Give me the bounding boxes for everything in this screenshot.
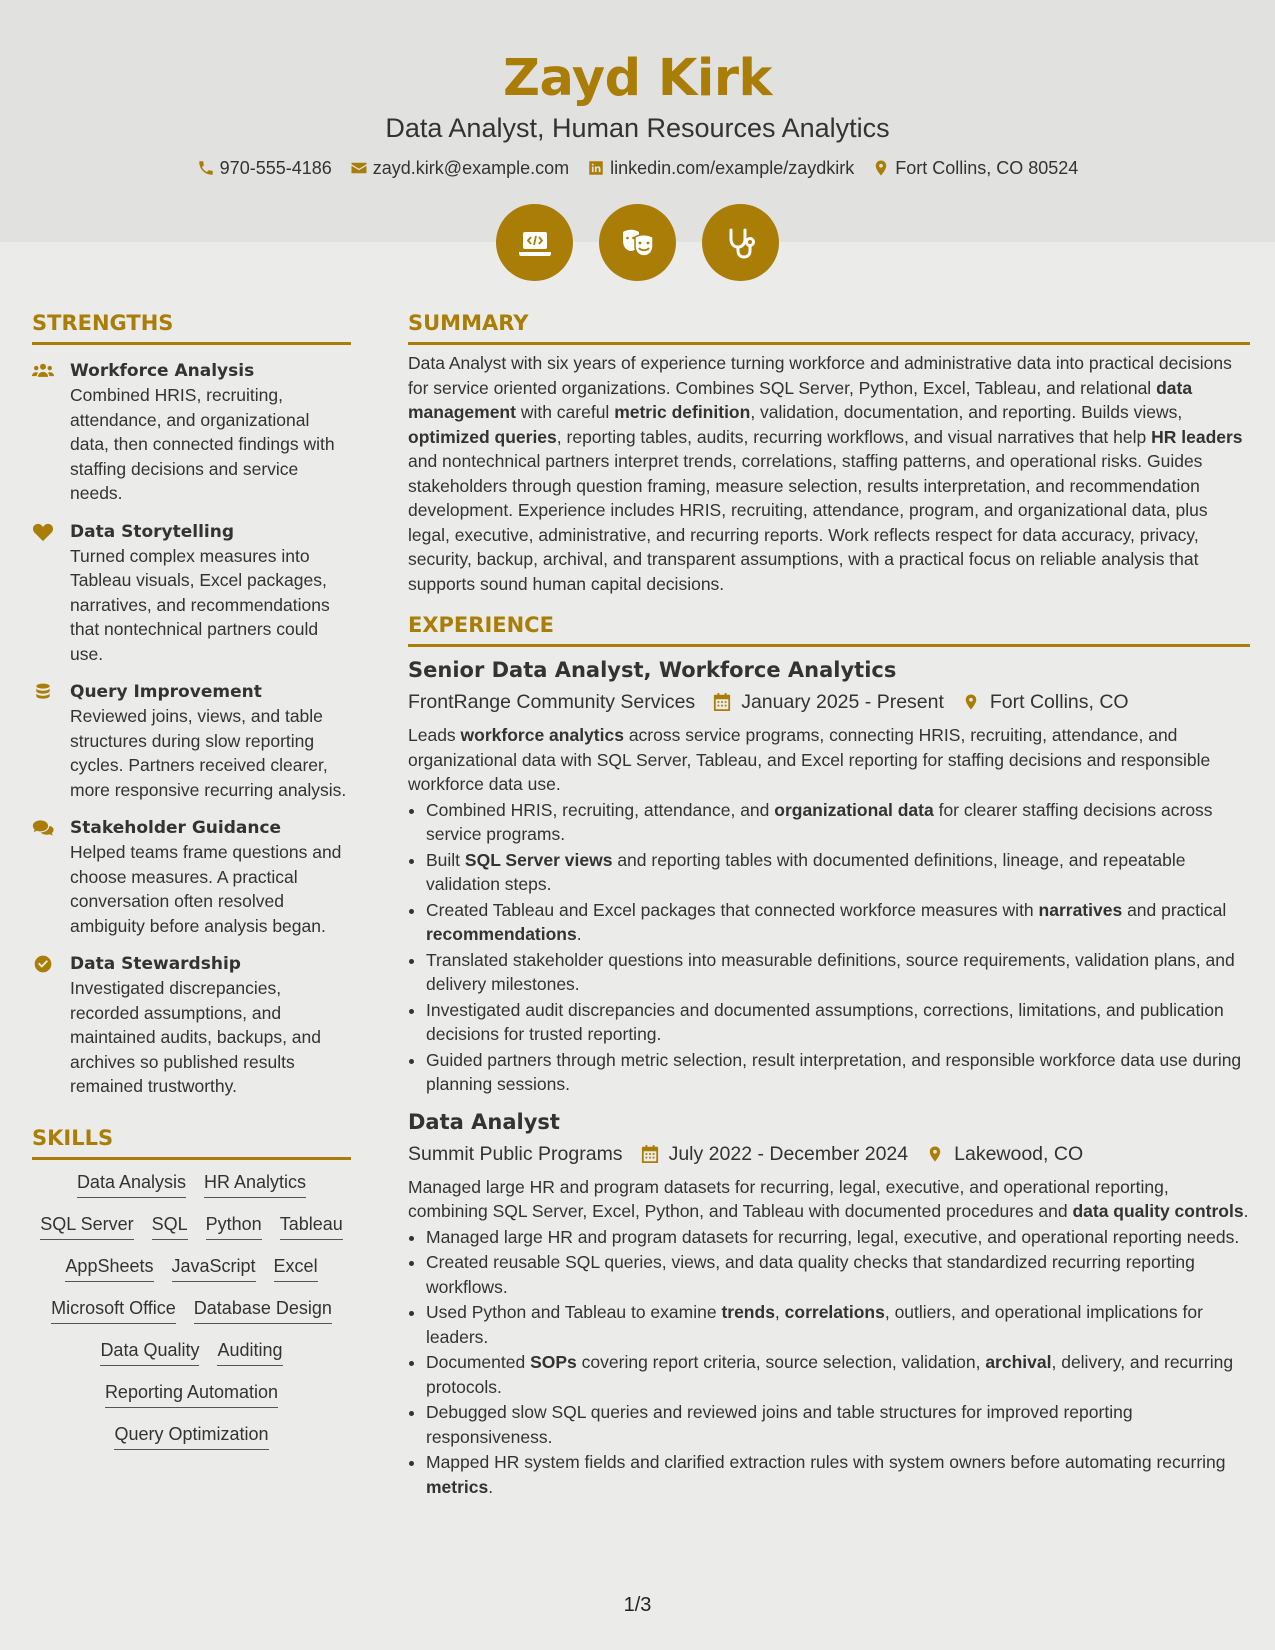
skill-tag: HR Analytics bbox=[204, 1170, 306, 1198]
contact-text: linkedin.com/example/zaydkirk bbox=[610, 158, 855, 178]
summary-text: Data Analyst with six years of experience turning workforce and administrative data into practical decisions for service oriented organizations. Combines SQL Server, Python, Excel, Tableau, and relational data management with careful metric definition, validation, documentation, and reporting. Builds views, optimized queries, reporting tables, audits, recurring workflows, and visual narratives that help HR leaders and nontechnical partners interpret trends, correlations, staffing patterns, and operational risks. Guides stakeholders through question framing, measure selection, results interpretation, and recommendation development. Experience includes HRIS, recruiting, attendance, program, and organizational data, plus legal, executive, administrative, and recurring reports. Work reflects respect for data accuracy, privacy, security, backup, archival, and transparent assumptions, with a practical focus on reliable analysis that supports sound human capital decisions. bbox=[408, 353, 1243, 594]
badge-circle bbox=[702, 204, 779, 281]
phone-icon bbox=[197, 159, 215, 177]
list-item: • Documented SOPs covering report criteria, source selection, validation, archival, delivery, and recurring protocols. bbox=[426, 1350, 1250, 1399]
list-item: • Created reusable SQL queries, views, and data quality checks that standardized recurring reporting workflows. bbox=[426, 1250, 1250, 1299]
strength-title: Workforce Analysis bbox=[70, 361, 255, 381]
list-item: • Combined HRIS, recruiting, attendance, and organizational data for clearer staffing decisions across service programs. bbox=[426, 798, 1250, 847]
heart-icon bbox=[32, 522, 54, 542]
strength-item bbox=[32, 680, 351, 802]
skill-tag: Excel bbox=[274, 1254, 318, 1282]
strength-desc: Investigated discrepancies, recorded assumptions, and maintained audits, backups, and archives so published results remained trustworthy. bbox=[70, 978, 321, 1096]
candidate-title: Data Analyst, Human Resources Analytics bbox=[385, 113, 890, 143]
laptop-code-icon bbox=[515, 223, 555, 263]
badge-circle bbox=[599, 204, 676, 281]
strength-title: Stakeholder Guidance bbox=[70, 818, 282, 838]
job-location: Fort Collins, CO bbox=[989, 691, 1129, 713]
strength-title: Data Stewardship bbox=[70, 954, 241, 974]
list-item: • Managed large HR and program datasets for recurring, legal, executive, and operational reporting needs. bbox=[426, 1225, 1250, 1250]
skill-row bbox=[32, 1296, 351, 1324]
contact-row bbox=[0, 156, 1275, 180]
contact-text: 970-555-4186 bbox=[219, 158, 332, 178]
skill-row bbox=[32, 1212, 351, 1240]
candidate-name: Zayd Kirk bbox=[503, 49, 772, 108]
job-bullets bbox=[408, 1225, 1250, 1500]
strength-desc: Turned complex measures into Tableau visuals, Excel packages, narratives, and recommendations that nontechnical partners could use. bbox=[70, 545, 330, 664]
skill-row bbox=[32, 1422, 351, 1450]
skill-row bbox=[32, 1254, 351, 1282]
list-item: • Guided partners through metric selection, result interpretation, and responsible workforce data use during planning sessions. bbox=[426, 1048, 1250, 1097]
strength-title: Query Improvement bbox=[70, 682, 262, 702]
job-location: Lakewood, CO bbox=[954, 1142, 1084, 1165]
skill-tag: Auditing bbox=[217, 1338, 282, 1366]
skills-heading: SKILLS bbox=[32, 1123, 351, 1160]
users-icon bbox=[32, 361, 54, 381]
list-item: • Created Tableau and Excel packages that connected workforce measures with narratives and practical recommendations. bbox=[426, 898, 1250, 947]
skill-row bbox=[32, 1338, 351, 1366]
strength-desc: Reviewed joins, views, and table structures during slow reporting cycles. Partners received clearer, more responsive recurring analysis. bbox=[70, 706, 347, 800]
theater-masks-icon bbox=[618, 223, 658, 263]
strength-item bbox=[32, 520, 351, 667]
strength-desc: Helped teams frame questions and choose measures. A practical conversation often resolved ambiguity before analysis began. bbox=[70, 842, 342, 936]
job-company: FrontRange Community Services bbox=[408, 691, 696, 713]
skill-tag: Data Analysis bbox=[77, 1170, 186, 1198]
job-company: Summit Public Programs bbox=[408, 1142, 623, 1165]
strengths-heading: STRENGTHS bbox=[32, 308, 351, 345]
skill-row bbox=[32, 1170, 351, 1198]
resume-header bbox=[0, 46, 1275, 180]
skill-tag: Query Optimization bbox=[114, 1422, 268, 1450]
skill-tag: Reporting Automation bbox=[105, 1380, 278, 1408]
list-item: • Mapped HR system fields and clarified extraction rules with system owners before automating recurring metrics. bbox=[426, 1450, 1250, 1499]
strength-desc: Combined HRIS, recruiting, attendance, and organizational data, then connected findings with staffing decisions and service needs. bbox=[70, 385, 335, 503]
skill-tag: SQL bbox=[152, 1212, 188, 1240]
page-number: 1/3 bbox=[623, 1594, 652, 1616]
calendar-icon bbox=[713, 692, 731, 712]
strength-item bbox=[32, 359, 351, 506]
stethoscope-icon bbox=[721, 223, 761, 263]
job-intro: Managed large HR and program datasets for recurring, legal, executive, and operational reporting, combining SQL Server, Excel, Python, and Tableau with documented procedures and data quality controls. bbox=[408, 1176, 1249, 1221]
skill-tag: Microsoft Office bbox=[51, 1296, 176, 1324]
check-circle-icon bbox=[32, 954, 54, 974]
contact-email[interactable] bbox=[350, 156, 569, 180]
map-pin-icon bbox=[962, 692, 980, 712]
job-entry bbox=[408, 1107, 1250, 1500]
job-title: Data Analyst bbox=[408, 1109, 560, 1134]
skill-tag: AppSheets bbox=[65, 1254, 153, 1282]
skill-tag: Tableau bbox=[280, 1212, 343, 1240]
contact-phone[interactable] bbox=[197, 156, 332, 180]
comments-icon bbox=[32, 818, 54, 838]
map-pin-icon bbox=[872, 159, 890, 177]
list-item: • Used Python and Tableau to examine trends, correlations, outliers, and operational implications for leaders. bbox=[426, 1300, 1250, 1349]
job-meta bbox=[408, 687, 1250, 717]
list-item: • Built SQL Server views and reporting tables with documented definitions, lineage, and repeatable validation steps. bbox=[426, 848, 1250, 897]
calendar-icon bbox=[641, 1144, 659, 1164]
summary-heading: SUMMARY bbox=[408, 308, 1250, 345]
envelope-icon bbox=[350, 159, 368, 177]
strength-item bbox=[32, 816, 351, 938]
skill-tag: JavaScript bbox=[172, 1254, 256, 1282]
skill-tag: Python bbox=[206, 1212, 262, 1240]
list-item: • Translated stakeholder questions into measurable definitions, source requirements, validation plans, and delivery milestones. bbox=[426, 948, 1250, 997]
badge-circle bbox=[496, 204, 573, 281]
job-bullets bbox=[408, 798, 1250, 1097]
skill-tag: Database Design bbox=[194, 1296, 332, 1324]
job-dates: January 2025 - Present bbox=[741, 691, 944, 713]
skills-list bbox=[32, 1170, 351, 1450]
linkedin-icon bbox=[587, 159, 605, 177]
right-column bbox=[408, 308, 1250, 1500]
job-title: Senior Data Analyst, Workforce Analytics bbox=[408, 658, 897, 682]
strength-title: Data Storytelling bbox=[70, 521, 235, 542]
contact-text: Fort Collins, CO 80524 bbox=[895, 158, 1079, 178]
database-icon bbox=[32, 682, 54, 702]
job-intro: Leads workforce analytics across service programs, connecting HRIS, recruiting, attendance, and organizational data with SQL Server, Tableau, and Excel reporting for staffing decisions and responsible workforce data use. bbox=[408, 725, 1211, 794]
list-item: • Investigated audit discrepancies and documented assumptions, corrections, limitations, and publication decisions for trusted reporting. bbox=[426, 998, 1250, 1047]
skill-tag: Data Quality bbox=[100, 1338, 199, 1366]
left-column bbox=[32, 308, 351, 1450]
contact-linkedin[interactable] bbox=[587, 156, 854, 180]
skill-tag: SQL Server bbox=[40, 1212, 133, 1240]
skill-row bbox=[32, 1380, 351, 1408]
contact-text: zayd.kirk@example.com bbox=[372, 158, 570, 178]
strength-item bbox=[32, 952, 351, 1099]
job-dates: July 2022 - December 2024 bbox=[668, 1142, 909, 1165]
contact-location bbox=[872, 156, 1078, 180]
job-entry bbox=[408, 655, 1250, 1097]
experience-heading: EXPERIENCE bbox=[408, 610, 1250, 647]
list-item: • Debugged slow SQL queries and reviewed joins and table structures for improved reporting responsiveness. bbox=[426, 1400, 1250, 1449]
job-meta bbox=[408, 1139, 1250, 1169]
badge-row bbox=[0, 204, 1275, 281]
map-pin-icon bbox=[926, 1144, 944, 1164]
